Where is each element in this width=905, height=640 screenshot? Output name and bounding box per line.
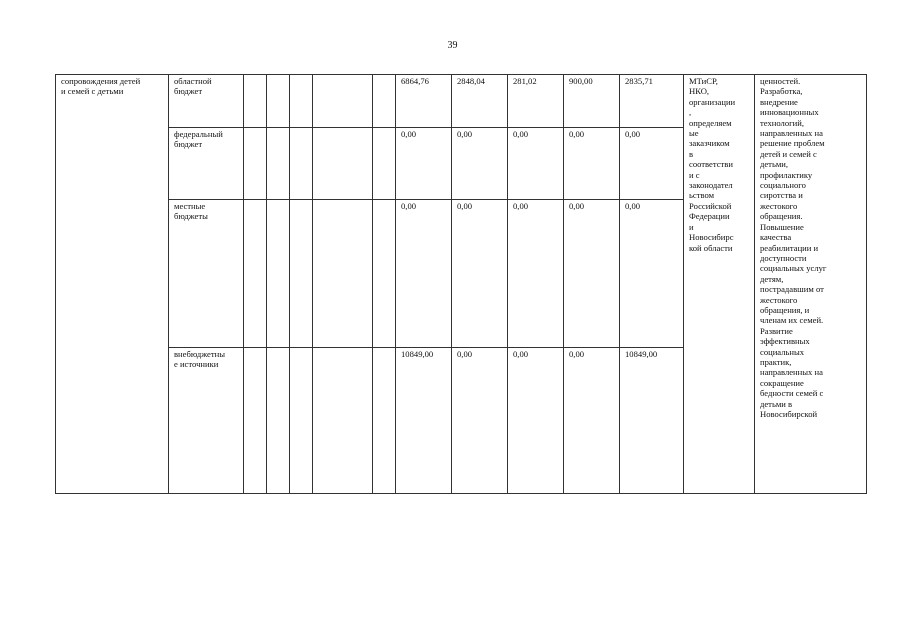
source-cell	[169, 128, 244, 200]
empty-cell	[373, 128, 396, 200]
total-value: 0,00	[396, 200, 452, 348]
source-cell	[169, 75, 244, 128]
table-row	[56, 75, 867, 128]
year-1-value: 0,00	[452, 200, 508, 348]
year-4-value: 0,00	[620, 128, 684, 200]
executor-text: МТиСР, НКО, организации , определяем ые заказчиком в соответстви и с законодател ьством Российской Федерации и Новосибирс кой области	[689, 76, 736, 253]
year-4-value: 0,00	[620, 200, 684, 348]
empty-cell	[267, 75, 290, 128]
total-value: 6864,76	[396, 75, 452, 128]
empty-cell	[290, 200, 313, 348]
year-3-value: 0,00	[564, 348, 620, 494]
year-2-value: 0,00	[508, 200, 564, 348]
year-1-value: 0,00	[452, 348, 508, 494]
total-value: 10849,00	[396, 348, 452, 494]
result-cell	[755, 75, 867, 494]
year-1-value: 2848,04	[452, 75, 508, 128]
empty-cell	[267, 348, 290, 494]
source-label: местные бюджеты	[174, 201, 208, 222]
empty-cell	[290, 75, 313, 128]
year-3-value: 0,00	[564, 128, 620, 200]
result-text: ценностей. Разработка, внедрение инновационных технологий, направленных на решение проблем детей и семей с детьми, профилактику социального сиротства и жестокого обращения. Повышение качества реабилитации и доступности социальных услуг детям, пострадавшим от жестокого обращения, и членам их семей. Развитие эффективных социальных практик, направленных на сокращение бедности семей с детьми в Новосибирской	[760, 76, 827, 419]
empty-cell	[244, 128, 267, 200]
year-2-value: 0,00	[508, 348, 564, 494]
funding-table	[55, 74, 867, 494]
empty-cell	[313, 200, 373, 348]
source-cell	[169, 348, 244, 494]
empty-cell	[267, 200, 290, 348]
executor-cell	[684, 75, 755, 494]
empty-cell	[244, 200, 267, 348]
empty-cell	[373, 75, 396, 128]
empty-cell	[244, 75, 267, 128]
source-label: областной бюджет	[174, 76, 212, 97]
total-value: 0,00	[396, 128, 452, 200]
event-text: сопровождения детей и семей с детьми	[61, 76, 141, 97]
empty-cell	[373, 348, 396, 494]
year-3-value: 900,00	[564, 75, 620, 128]
event-cell	[56, 75, 169, 494]
year-2-value: 281,02	[508, 75, 564, 128]
empty-cell	[313, 348, 373, 494]
page-number: 39	[447, 40, 458, 51]
year-4-value: 2835,71	[620, 75, 684, 128]
year-3-value: 0,00	[564, 200, 620, 348]
source-label: внебюджетны е источники	[174, 349, 225, 370]
empty-cell	[290, 348, 313, 494]
empty-cell	[373, 200, 396, 348]
empty-cell	[313, 128, 373, 200]
empty-cell	[290, 128, 313, 200]
year-2-value: 0,00	[508, 128, 564, 200]
empty-cell	[267, 128, 290, 200]
source-label: федеральный бюджет	[174, 129, 223, 150]
empty-cell	[313, 75, 373, 128]
year-4-value: 10849,00	[620, 348, 684, 494]
year-1-value: 0,00	[452, 128, 508, 200]
empty-cell	[244, 348, 267, 494]
source-cell	[169, 200, 244, 348]
